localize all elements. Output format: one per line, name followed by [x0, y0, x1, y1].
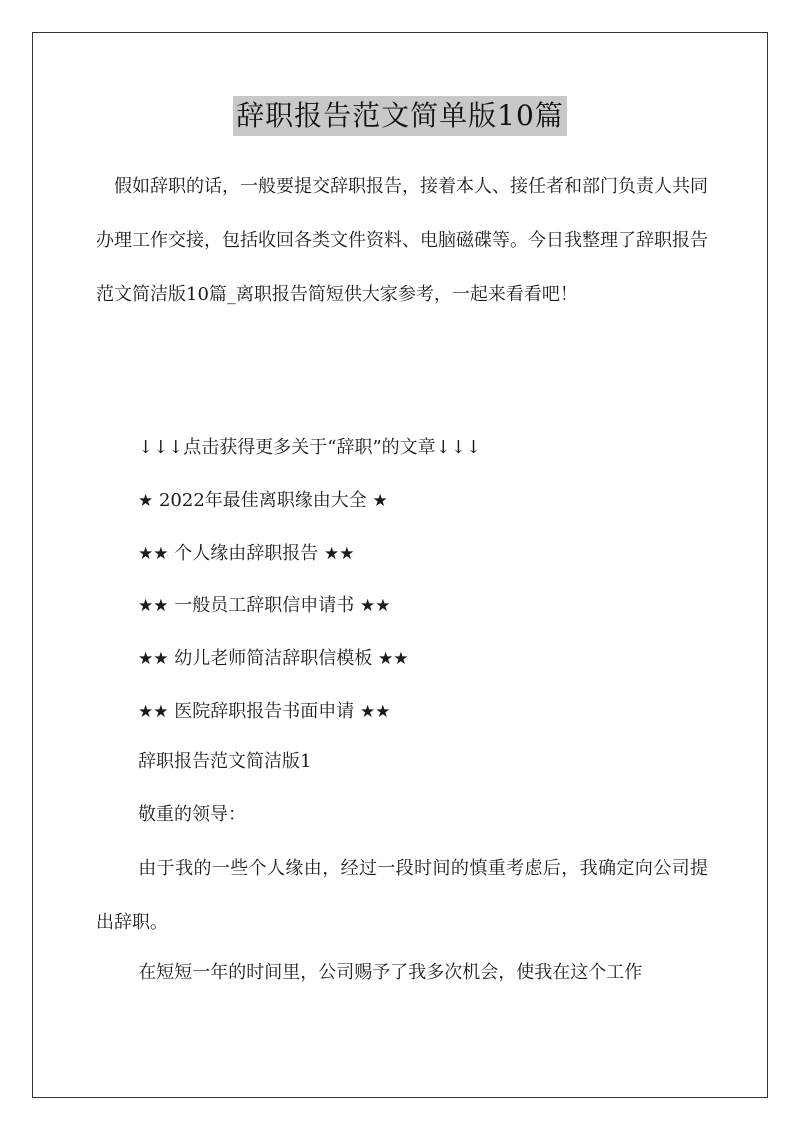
star-icon: ★★ — [138, 702, 169, 722]
star-icon: ★★ — [377, 649, 409, 669]
article-link-3[interactable] — [138, 592, 390, 620]
title-block — [0, 96, 800, 136]
article-link-2[interactable] — [138, 540, 354, 568]
article-link-text: 2022年最佳离职缘由大全 — [158, 490, 367, 511]
body-paragraph-2: 在短短一年的时间里，公司赐予了我多次机会，使我在这个工作 — [138, 962, 643, 983]
article-link-text: 一般员工辞职信申请书 — [174, 595, 355, 616]
star-icon: ★★ — [359, 596, 391, 616]
intro-paragraph: 假如辞职的话，一般要提交辞职报告，接着本人、接任者和部门负责人共同办理工作交接，包括收回各类文件资料、电脑磁碟等。今日我整理了辞职报告范文简洁版10篇_离职报告简短供大家参考，一起来看看吧！ — [96, 176, 708, 305]
links-header: ↓↓↓点击获得更多关于“辞职”的文章↓↓↓ — [138, 437, 481, 458]
body-paragraph-1: 由于我的一些个人缘由，经过一段时间的慎重考虑后，我确定向公司提出辞职。 — [96, 858, 708, 933]
star-icon: ★★ — [323, 544, 355, 564]
star-icon: ★★ — [138, 544, 169, 564]
section-title: 辞职报告范文简洁版1 — [138, 751, 312, 772]
star-icon: ★ — [372, 491, 388, 511]
article-link-4[interactable] — [138, 645, 408, 673]
article-link-1[interactable] — [138, 487, 388, 515]
salutation: 敬重的领导： — [138, 804, 246, 825]
star-icon: ★★ — [138, 596, 169, 616]
article-link-5[interactable] — [138, 698, 390, 726]
star-icon: ★ — [138, 491, 154, 511]
star-icon: ★★ — [138, 649, 169, 669]
article-link-text: 医院辞职报告书面申请 — [174, 701, 355, 722]
page-title: 辞职报告范文简单版10篇 — [233, 96, 567, 136]
article-link-text: 幼儿老师简洁辞职信模板 — [174, 648, 373, 669]
star-icon: ★★ — [359, 702, 391, 722]
article-link-text: 个人缘由辞职报告 — [174, 543, 319, 564]
